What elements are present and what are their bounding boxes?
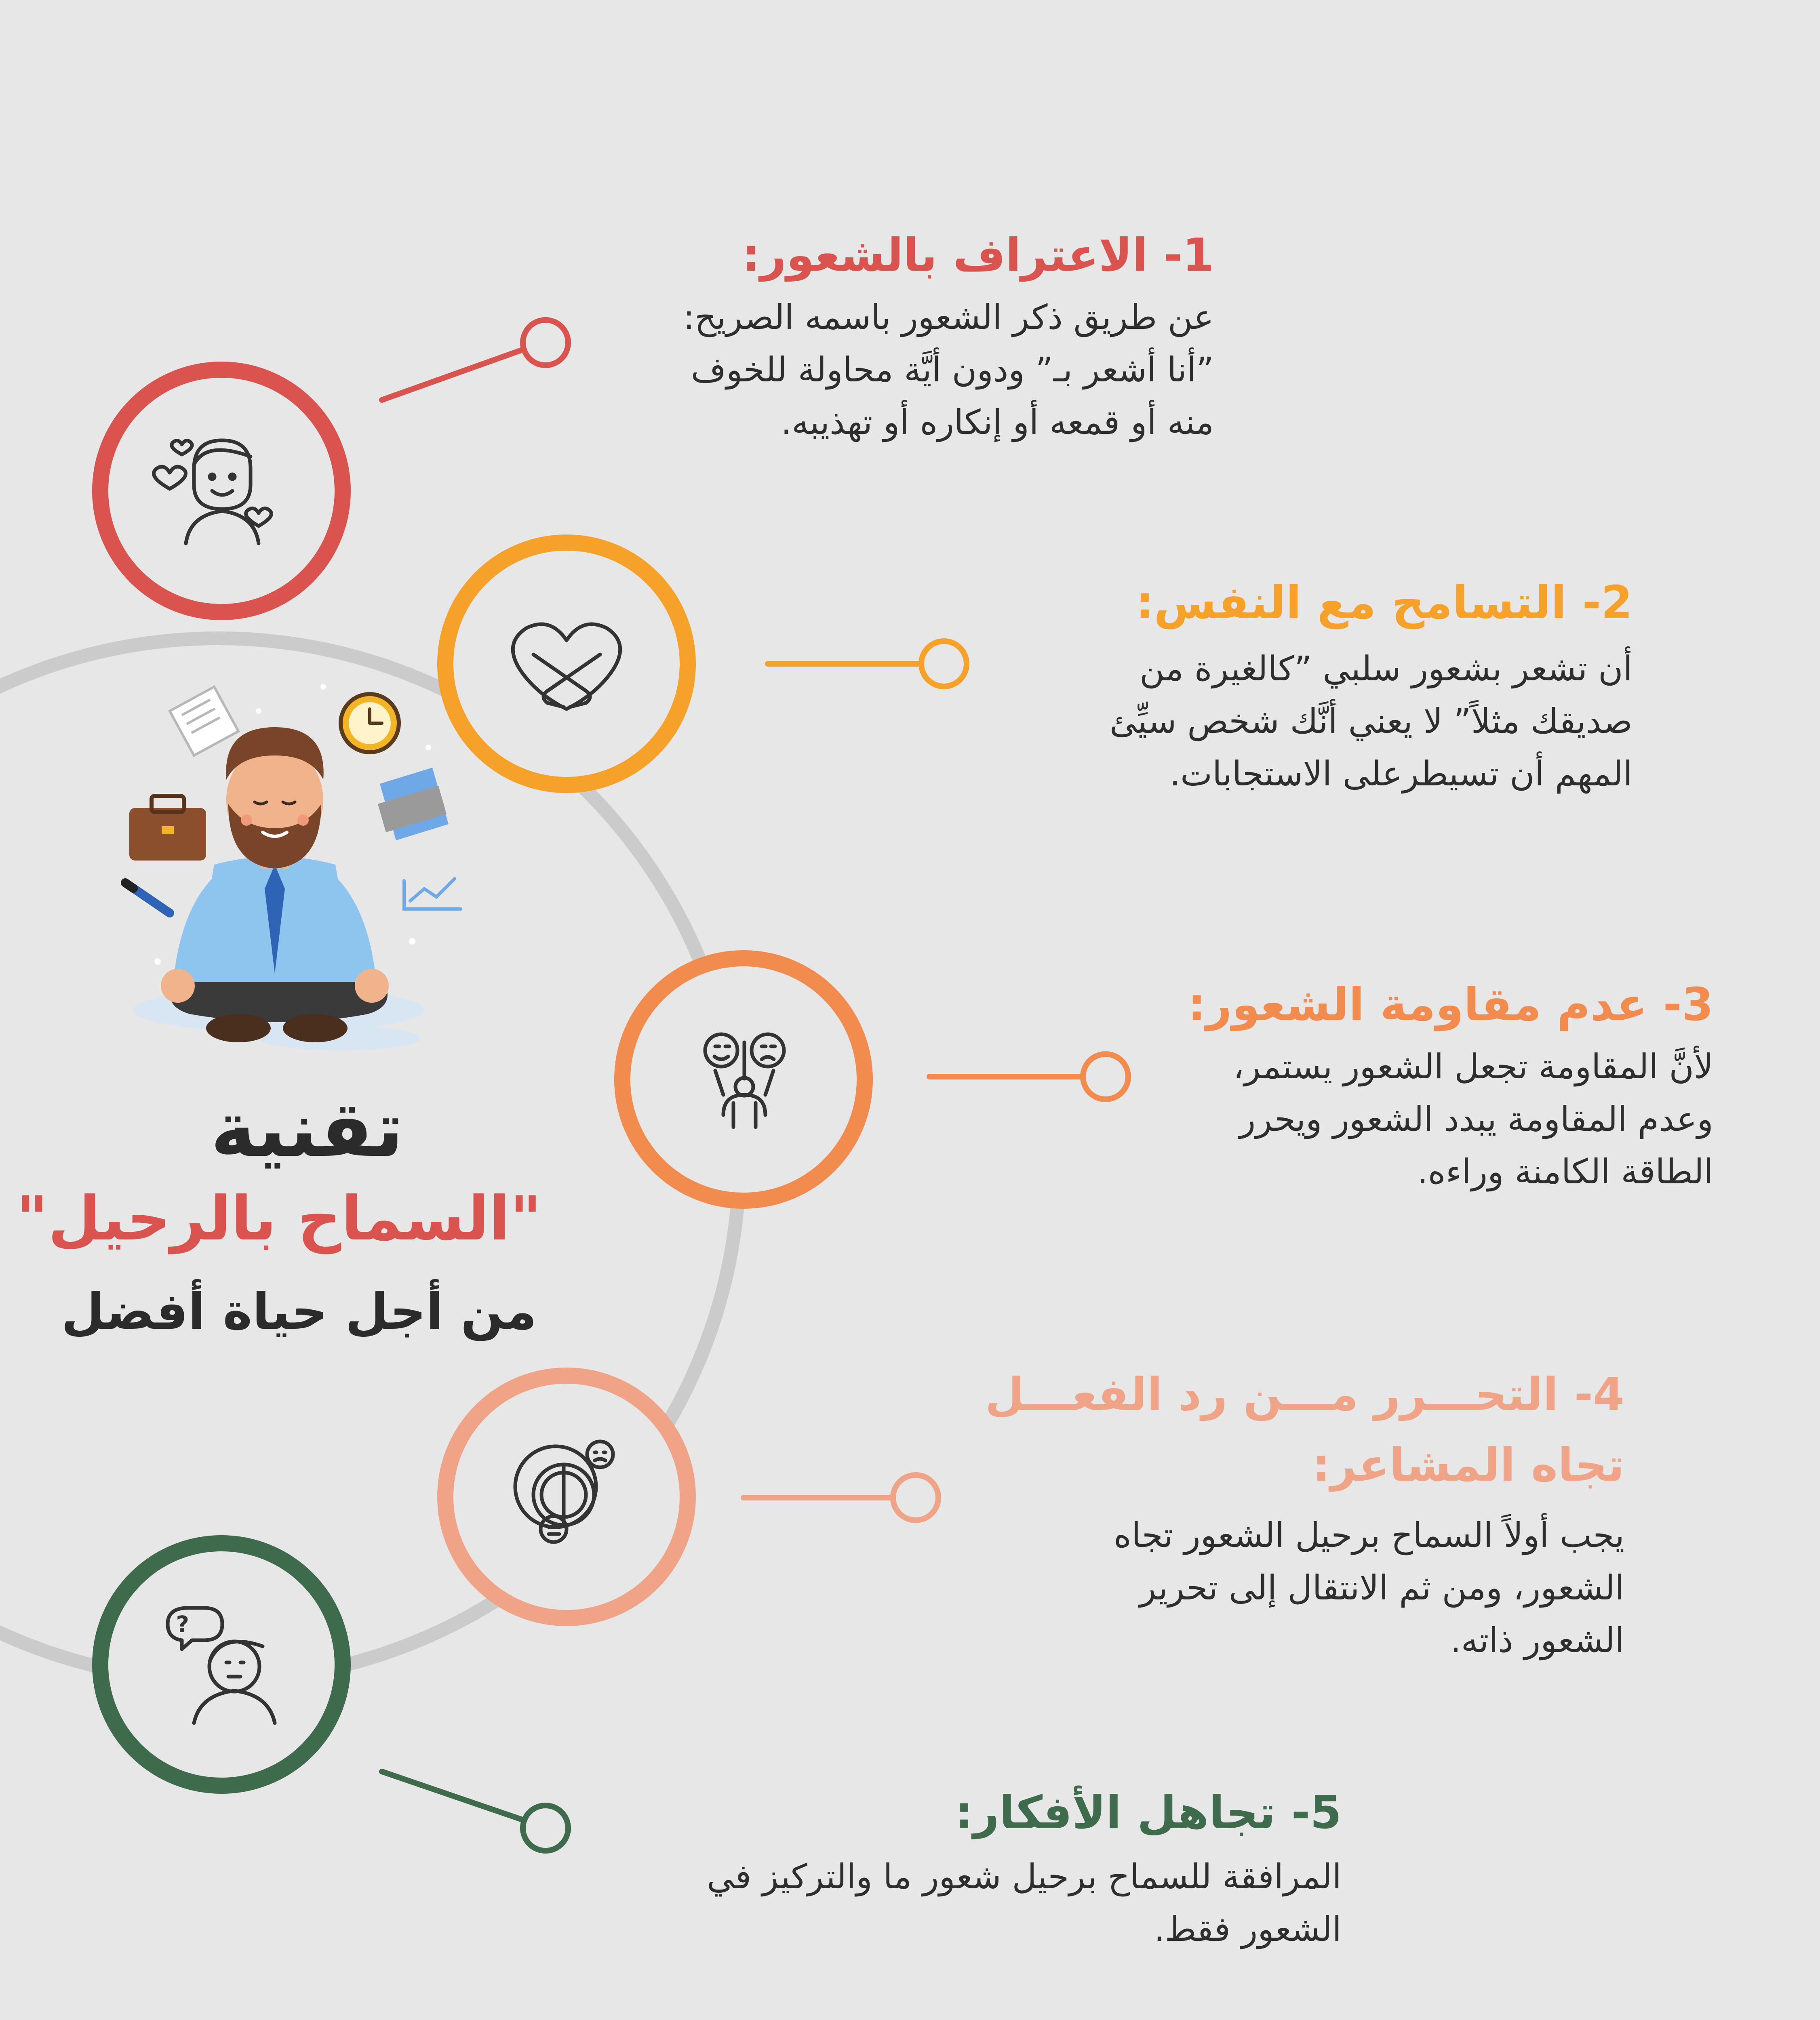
clock-icon xyxy=(341,694,399,752)
meditating-man-illustration xyxy=(125,684,461,1050)
pen-icon xyxy=(125,883,170,913)
headline-line3: من أجل حياة أفضل xyxy=(61,1283,537,1341)
step-3-body-line: لأنَّ المقاومة تجعل الشعور يستمر، xyxy=(1233,1047,1713,1086)
connector-4 xyxy=(744,1475,938,1520)
chart-icon xyxy=(404,879,461,909)
step-2-body-line: صديقك مثلاً” لا يعني أنَّك شخص سيِّئ xyxy=(1109,701,1633,741)
step-1-body-line: منه أو قمعه أو إنكاره أو تهذيبه. xyxy=(781,402,1214,442)
step-5-body-line: المرافقة للسماح برحيل شعور ما والتركيز في xyxy=(707,1857,1342,1896)
step-4-body-line: الشعور، ومن ثم الانتقال إلى تحرير xyxy=(1140,1568,1624,1608)
step-3-title: 3- عدم مقاومة الشعور: xyxy=(1188,978,1713,1031)
step-2-circle xyxy=(445,543,688,785)
step-4-title-line2: تجاه المشاعر: xyxy=(1312,1439,1624,1492)
step-5-body xyxy=(638,1850,1342,1955)
briefcase-icon xyxy=(129,796,206,861)
step-1-body-line: ”أنا أشعر بـ” ودون أيَّة محاولة للخوف xyxy=(691,350,1214,390)
step-5-title: 5- تجاهل الأفكار: xyxy=(955,1786,1342,1839)
step-2-body-line: المهم أن تسيطرعلى الاستجابات. xyxy=(1169,754,1633,794)
step-2-body-line: أن تشعر بشعور سلبي ”كالغيرة من xyxy=(1140,649,1633,688)
step-4-circle xyxy=(445,1376,688,1618)
step-1-circle xyxy=(100,370,343,612)
step-1-body xyxy=(620,291,1214,449)
step-1-body-line: عن طريق ذكر الشعور باسمه الصريح: xyxy=(683,297,1214,337)
step-5-circle xyxy=(100,1543,343,1786)
connector-5 xyxy=(382,1772,568,1851)
step-4-body xyxy=(1026,1509,1624,1667)
step-3-body-line: الطاقة الكامنة وراءه. xyxy=(1417,1152,1713,1192)
step-3-body xyxy=(1172,1040,1713,1198)
headline-line2: "السماح بالرحيل" xyxy=(16,1184,541,1254)
step-2-title: 2- التسامح مع النفس: xyxy=(1135,577,1633,629)
document-icon xyxy=(170,687,238,755)
headline-line1: تقنية xyxy=(210,1085,404,1174)
svg-text:?: ? xyxy=(176,1612,189,1638)
step-2-body xyxy=(1034,642,1633,800)
inbox-icon xyxy=(378,768,449,840)
step-4-body-line: يجب أولاً السماح برحيل الشعور تجاه xyxy=(1114,1515,1624,1555)
step-4-title-line1: 4- التحـــرر مـــن رد الفعـــل xyxy=(985,1368,1624,1421)
step-4-body-line: الشعور ذاته. xyxy=(1450,1620,1624,1660)
step-1-title: 1- الاعتراف بالشعور: xyxy=(742,229,1214,282)
connector-3 xyxy=(929,1054,1128,1099)
connector-2 xyxy=(768,641,967,686)
step-5-body-line: الشعور فقط. xyxy=(1154,1909,1342,1949)
connector-1 xyxy=(382,320,568,400)
step-3-body-line: وعدم المقاومة يبدد الشعور ويحرر xyxy=(1239,1099,1713,1139)
